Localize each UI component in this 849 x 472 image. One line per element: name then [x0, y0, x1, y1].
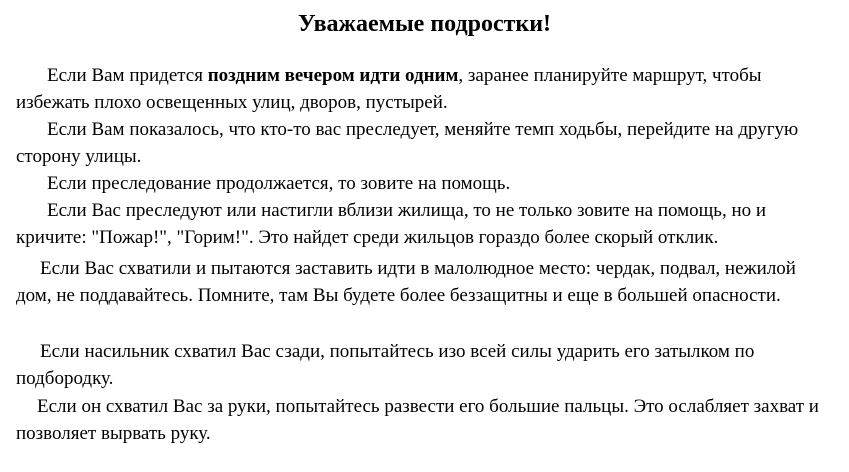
paragraph-hands: Если он схватил Вас за руки, попытайтесь развести его большие пальцы. Это ослабляет захват и позволяет вырвать руку. — [16, 396, 819, 444]
paragraph-grabbed: Если Вас схватили и пытаются заставить идти в малолюдное место: чердак, подвал, нежилой дом, не поддавайтесь. Помните, там Вы будете более беззащитны и еще в большей опасности. — [16, 258, 796, 306]
emphasis-text: поздним вечером идти одним — [207, 65, 459, 86]
paragraph-call-help: Если преследование продолжается, то зовите на помощь. — [47, 173, 511, 194]
paragraph-text: , заранее планируйте маршрут, чтобы избежать плохо освещенных улиц, дворов, пустырей. — [16, 65, 762, 113]
paragraph-text: Если Вам придется — [47, 65, 208, 86]
paragraph-followed: Если Вам показалось, что кто-то вас преследует, меняйте темп ходьбы, перейдите на другую сторону улицы. — [16, 119, 799, 167]
paragraph-near-home: Если Вас преследуют или настигли вблизи жилища, то не только зовите на помощь, но и кричите: "Пожар!", "Горим!". Это найдет среди жильцов гораздо более скорый отклик. — [16, 200, 767, 248]
paragraph-route-planning — [16, 62, 829, 116]
page-title: Уважаемые подростки! — [297, 11, 552, 37]
paragraph-from-behind: Если насильник схватил Вас сзади, попытайтесь изо всей силы ударить его затылком по подбородку. — [16, 341, 755, 389]
